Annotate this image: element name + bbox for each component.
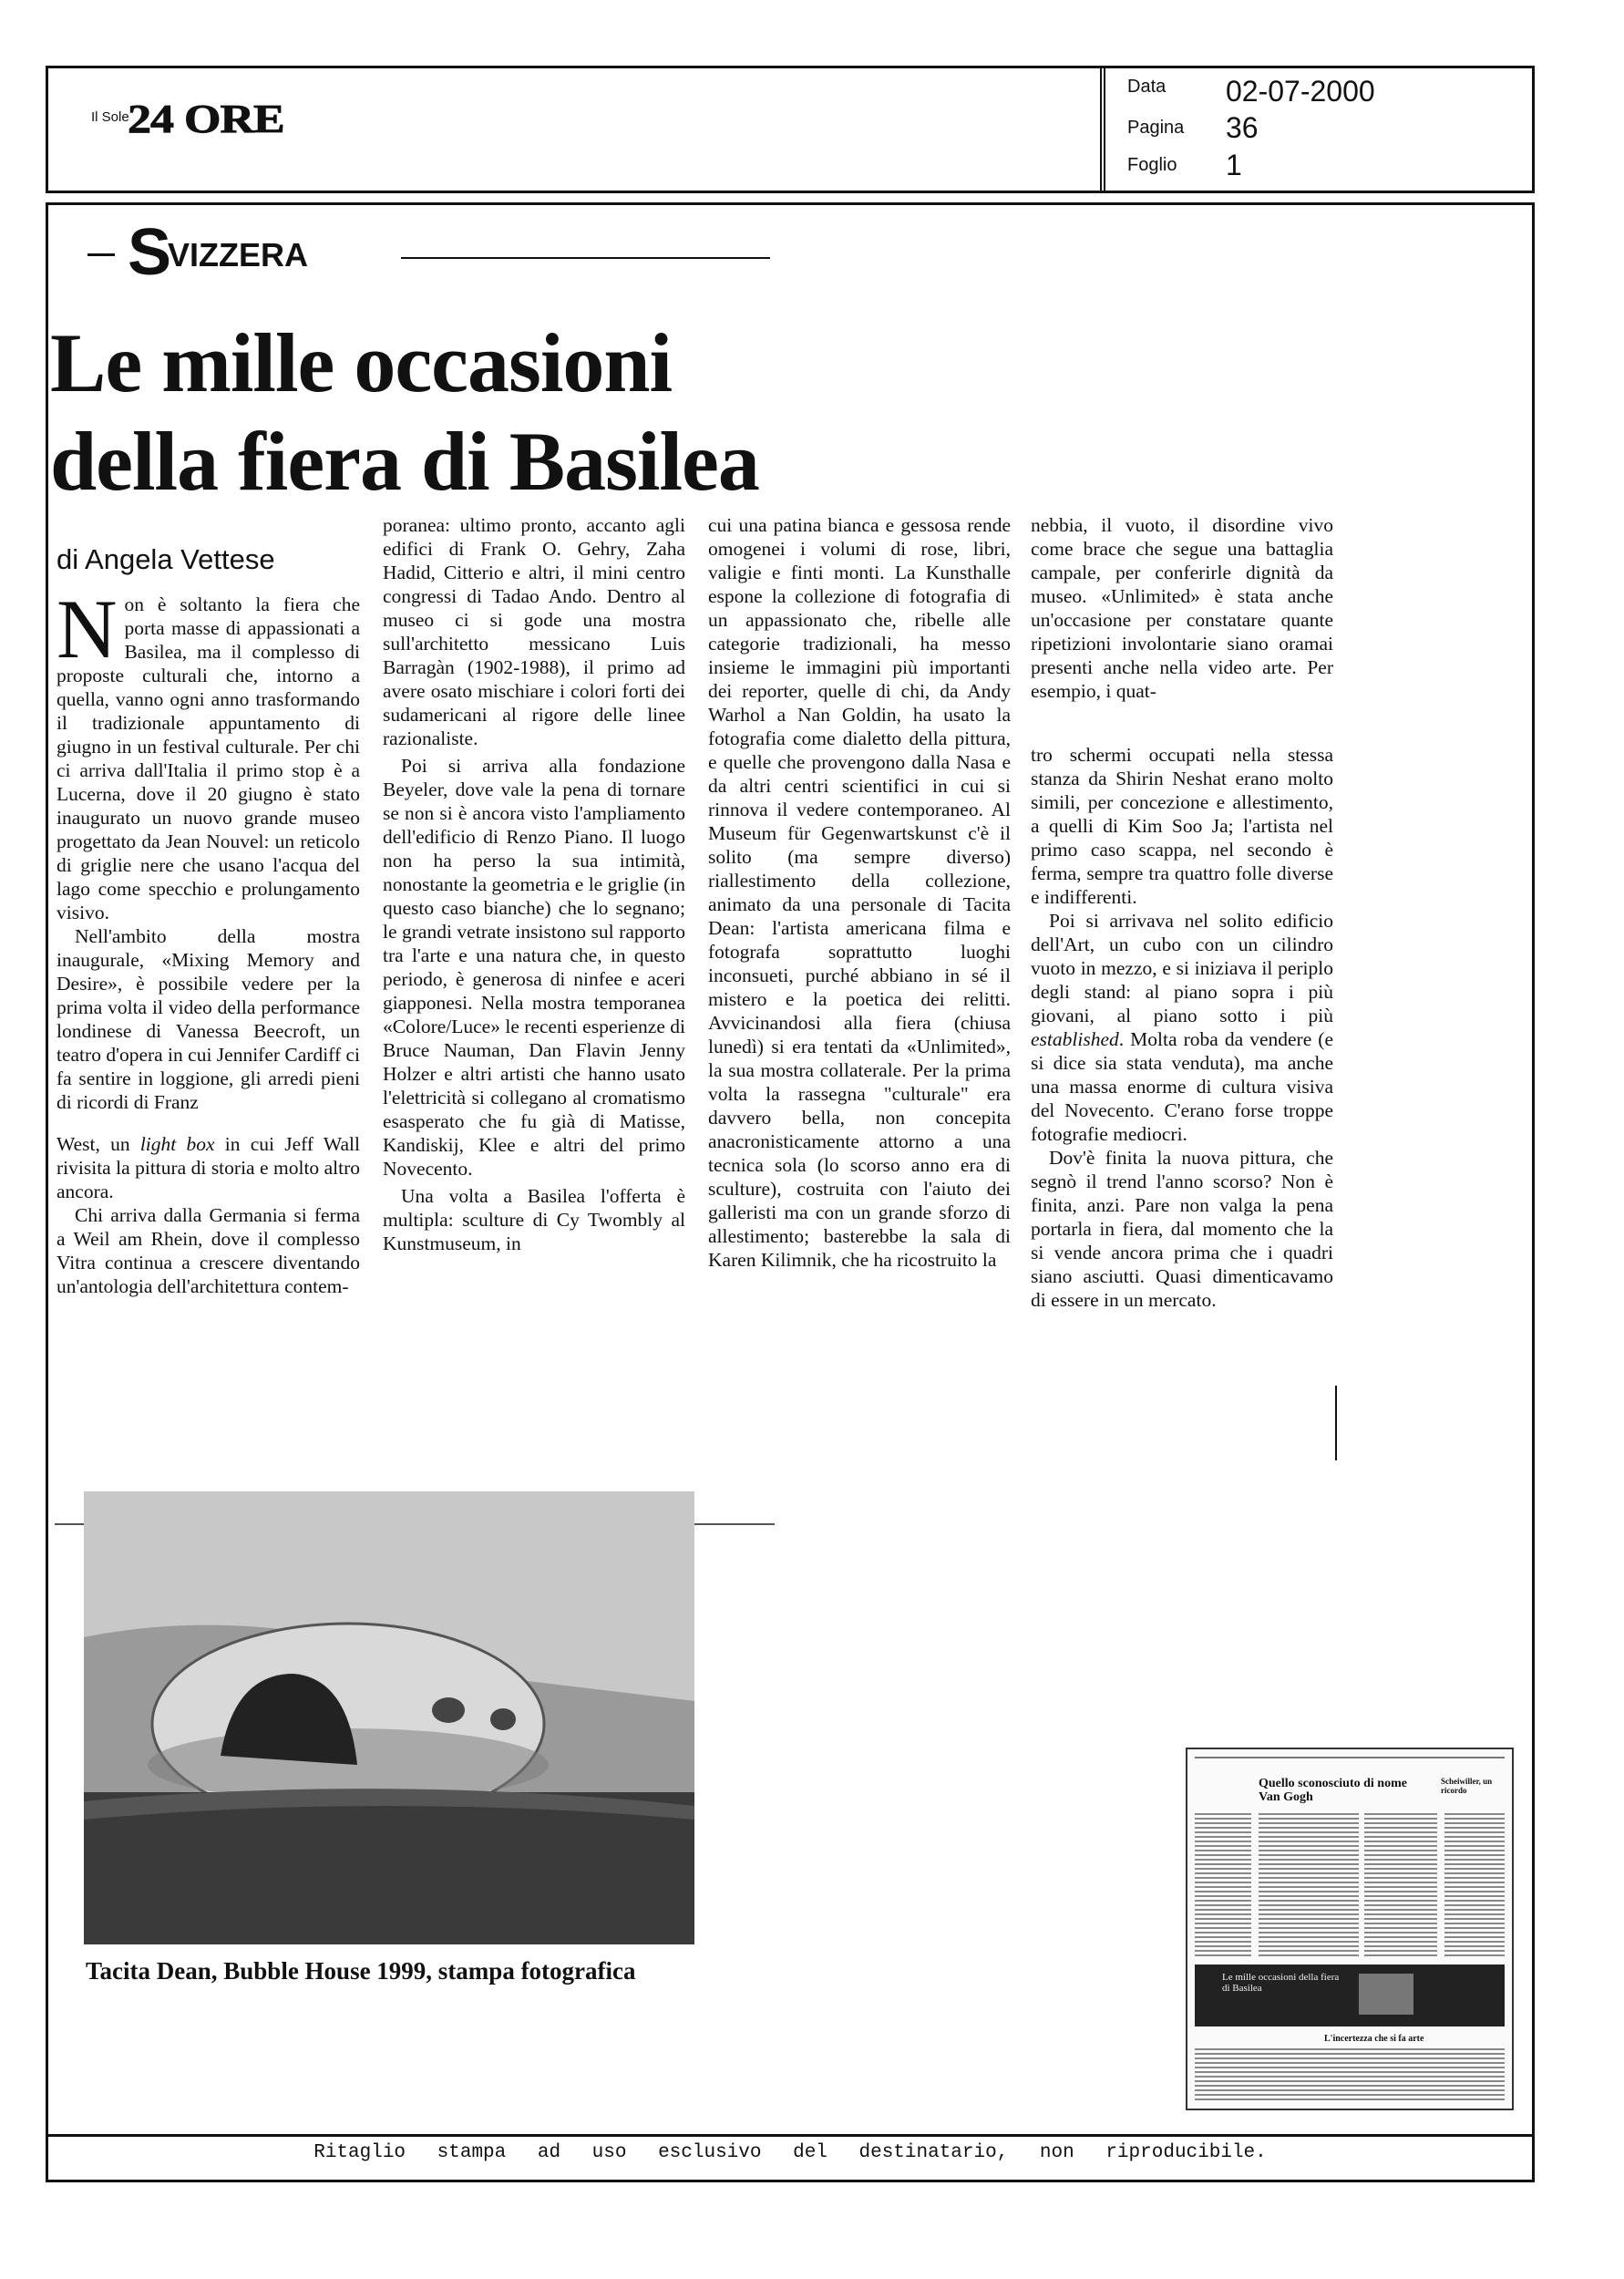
thumb-text-block <box>1195 1813 1251 1959</box>
thumb-headline-1: Quello sconosciuto di nome Van Gogh <box>1259 1777 1407 1804</box>
photo-caption: Tacita Dean, Bubble House 1999, stampa fotografica <box>86 1957 636 1985</box>
logo-small-text: Il Sole <box>91 109 129 125</box>
thumb-text-block <box>1195 2048 1505 2103</box>
thumb-headline-2: Scheiwiller, un ricordo <box>1441 1777 1493 1795</box>
paragraph <box>57 1132 360 1203</box>
meta-value-data: 02-07-2000 <box>1226 75 1375 108</box>
paragraph: Una volta a Basilea l'offerta è multipla: sculture di Cy Twombly al Kunstmuseum, in <box>383 1185 685 1254</box>
meta-value-foglio: 1 <box>1226 149 1242 181</box>
paragraph: tro schermi occupati nella stessa stanza da Shirin Neshat erano molto simili, per concezione e allestimento, a quelli di Kim Soo Ja; l'artista nel primo caso scappa, nel secondo è ferma, sempre tra quattro folle diverse e indifferenti. <box>1031 744 1333 908</box>
article-column-2 <box>383 513 685 1255</box>
article-column-1 <box>57 583 361 1298</box>
thumb-rule <box>1195 1757 1505 1758</box>
headline-line-2: della fiera di Basilea <box>50 415 759 508</box>
thumb-highlight-article <box>1195 1964 1505 2026</box>
article-column-3 <box>708 513 1011 1272</box>
paragraph-text: . Molta roba da vendere (e si dice sia stata venduta), ma anche una massa enorme di cultura visiva del Novecento. C'erano forse troppe fotografie mediocri. <box>1031 1028 1333 1145</box>
meta-value-pagina: 36 <box>1226 111 1259 144</box>
paragraph-text: Poi si arrivava nel solito edificio dell'Art, un cubo con un cilindro vuoto in mezzo, e si iniziava il periplo degli stand: al piano sopra i più giovani, al piano sotto i più <box>1031 910 1333 1026</box>
section-initial: S <box>128 216 172 289</box>
footer-rule <box>46 2134 1535 2137</box>
italic-term: established <box>1031 1028 1119 1050</box>
thumb-headline-4: L'incertezza che si fa arte <box>1324 2034 1424 2044</box>
section-rule <box>401 257 770 259</box>
thumb-text-block <box>1364 1813 1437 1959</box>
header-divider <box>1100 66 1105 193</box>
thumb-headline-3: Le mille occasioni della fiera di Basilea <box>1222 1972 1340 1994</box>
thumb-text-block <box>1444 1813 1505 1959</box>
section-label: VIZZERA <box>168 236 309 273</box>
photo-bubble-house <box>84 1491 694 1944</box>
newspaper-logo: 24 ORE <box>128 97 284 142</box>
italic-term: light box <box>139 1133 215 1155</box>
footer-notice: Ritaglio stampa ad uso esclusivo del destinatario, non riproducibile. <box>313 2142 1267 2163</box>
thumb-text-block <box>1259 1813 1359 1959</box>
paragraph-text: on è soltanto la fiera che porta masse di appassionati a Basilea, ma il complesso di proposte culturali che, intorno a quella, vanno ogni anno trasformando il tradizionale appuntamento di giugno in un festival culturale. Per chi ci arriva dall'Italia il primo stop è a Lucerna, dove il 20 giugno è stato inaugurato un nuovo grande museo progettato da Jean Nouvel: un reticolo di griglie nere che usano l'acqua del lago come specchio e prolungamento visivo. <box>57 593 360 923</box>
meta-label-foglio: Foglio <box>1127 155 1177 175</box>
paragraph: cui una patina bianca e gessosa rende omogenei i volumi di rose, libri, valigie e finti monti. La Kunsthalle espone la collezione di fotografia di un appassionato che, ribelle alle categorie tradizionali, ha messo insieme le immagini più importanti dei reporter, quelle di chi, da Andy Warhol a Nan Goldin, ha usato la fotografia come dialetto della pittura, e quelle che provengono dalla Nasa e da altri centri scientifici in cui si rinnova il vedere contemporaneo. Al Museum für Gegenwartskunst c'è il solito (ma sempre diverso) riallestimento della collezione, animato da una personale di Tacita Dean: l'artista americana filma e fotografa soprattutto luoghi inconsueti, purché abbiano in sé il mistero e la poetica dei relitti. Avvicinandosi alla fiera (chiusa lunedì) si era tentati da «Unlimited», la sua mostra collaterale. Per la prima volta la rassegna "culturale" era davvero bella, non concepita anacronisticamente attorno a una tecnica sola (lo scorso anno era di sculture), costruita con l'aiuto dei galleristi ma con un grande sforzo di allestimento; basterebbe la sala di Karen Kilimnik, che ha ricostruito la <box>708 514 1011 1271</box>
drop-cap: N <box>57 583 118 675</box>
paragraph-text: in cui Jeff Wall rivisita la pittura di storia e molto altro ancora. <box>57 1133 360 1202</box>
paragraph: Poi si arriva alla fondazione Beyeler, dove vale la pena di tornare se non si è ancora visto l'ampliamento dell'edificio di Renzo Piano. Il luogo non ha perso la sua intimità, nonostante la geometria e le griglie (in questo caso bianche) che lo segnano; le grandi vetrate insistono sul rapporto tra l'arte e una natura che, in questo periodo, è generosa di ninfee e aceri giapponesi. Nella mostra temporanea «Colore/Luce» le recenti esperienze di Bruce Nauman, Dan Flavin Jenny Holzer e altri artisti che hanno usato l'elettricità si collegano al cromatismo esasperato che fu già di Matisse, Kandiskij, Klee e altri del primo Novecento. <box>383 755 685 1180</box>
paragraph: Dov'è finita la nuova pittura, che segnò il trend l'anno scorso? Non è finita, anzi. Pare non valga la pena portarla in fiera, dal momento che la si vende ancora prima che i quadri siano asciutti. Quasi dimenticavamo di essere in un mercato. <box>1031 1147 1333 1311</box>
headline-line-1: Le mille occasioni <box>50 316 673 409</box>
section-dash <box>87 253 115 256</box>
paragraph <box>57 583 360 924</box>
paragraph-text: West, un <box>57 1133 140 1155</box>
column-edge-mark <box>1335 1386 1337 1460</box>
meta-label-data: Data <box>1127 77 1167 97</box>
article-column-4 <box>1031 513 1333 1312</box>
paragraph <box>1031 909 1333 1146</box>
paragraph: Chi arriva dalla Germania si ferma a Weil am Rhein, dove il complesso Vitra continua a crescere diventando un'antologia dell'architettura contem- <box>57 1204 360 1297</box>
paragraph: nebbia, il vuoto, il disordine vivo come brace che segue una battaglia campale, per conferirle dignità da museo. «Unlimited» è stata anche un'occasione per constatare quante ripetizioni involontarie siano oramai presenti anche nella video arte. Per esempio, i quat- <box>1031 514 1333 702</box>
page-thumbnail <box>1186 1748 1514 2110</box>
byline: di Angela Vettese <box>57 543 275 575</box>
paragraph: Nell'ambito della mostra inaugurale, «Mixing Memory and Desire», è possibile vedere per la prima volta il video della performance londinese di Vanessa Beecroft, un teatro d'opera in cui Jennifer Cardiff ci fa sentire in loggione, gli arredi pieni di ricordi di Franz <box>57 925 361 1113</box>
paragraph: poranea: ultimo pronto, accanto agli edifici di Frank O. Gehry, Zaha Hadid, Citterio e altri, il mini centro congressi di Tadao Ando. Dentro al museo ci si gode una mostra sull'architetto messicano Luis Barragàn (1902-1988), il primo ad avere osato mischiare i colori forti dei sudamericani al rigore delle linee razionaliste. <box>383 514 685 749</box>
bubble-house-image <box>84 1491 694 1944</box>
meta-label-pagina: Pagina <box>1127 118 1185 138</box>
thumb-photo <box>1359 1974 1413 2015</box>
